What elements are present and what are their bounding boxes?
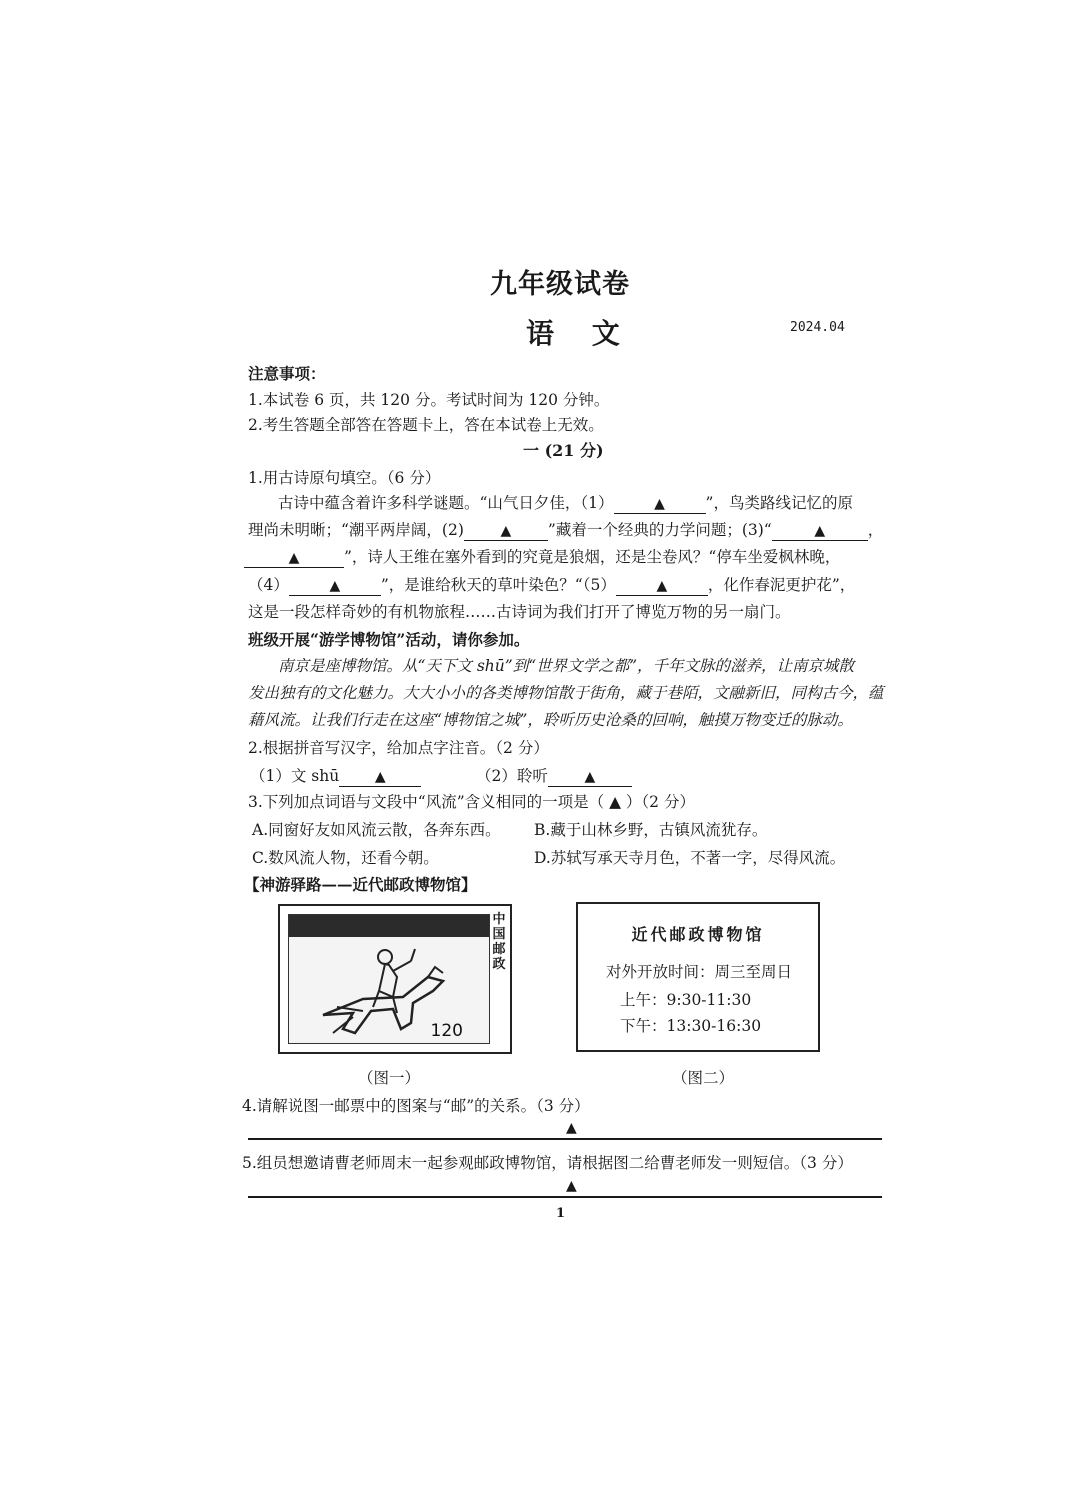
figure-1-stamp — [278, 904, 512, 1054]
blank-triangle-icon: ▲ — [500, 523, 512, 539]
blank-triangle-icon: ▲ — [584, 769, 596, 785]
q1-blank-4[interactable] — [289, 577, 381, 596]
notes-heading: 注意事项： — [248, 364, 326, 383]
q1-blank-1[interactable] — [614, 495, 706, 514]
section-1-title: 一 (21 分) — [523, 441, 604, 460]
stamp-top-band — [289, 915, 489, 937]
q1-line-2-text-c: ， — [867, 521, 884, 539]
q2-blank-b[interactable] — [548, 768, 632, 787]
notice-afternoon: 下午：13:30-16:30 — [620, 1017, 762, 1035]
q1-line-4 — [248, 573, 855, 596]
figure-2-notice — [576, 902, 820, 1052]
q5-stem: 5.组员想邀请曹老师周末一起参观邮政博物馆，请根据图二给曹老师发一则短信。（3 分） — [242, 1154, 853, 1172]
q1-line-2-text-b: ”藏着一个经典的力学问题；(3)“ — [547, 521, 772, 539]
q1-line-3 — [244, 545, 840, 568]
activity-passage-2: 发出独有的文化魅力。大大小小的各类博物馆散于街角，藏于巷陌，文融新旧，同构古今，蕴 — [248, 684, 884, 702]
q1-line-1-text-a: 古诗中蕴含着许多科学谜题。“山气日夕佳，（1） — [278, 494, 614, 512]
museum-section-title: 【神游驿路——近代邮政博物馆】 — [244, 875, 477, 894]
notice-title: 近代邮政博物馆 — [631, 925, 765, 944]
q4-stem: 4.请解说图一邮票中的图案与“邮”的关系。（3 分） — [242, 1097, 590, 1115]
q3-option-a[interactable]: A.同窗好友如风流云散，各奔东西。 — [252, 821, 501, 839]
q1-blank-5[interactable] — [616, 577, 708, 596]
q1-line-1-text-b: ”，鸟类路线记忆的原 — [705, 494, 853, 512]
q1-stem: 1.用古诗原句填空。（6 分） — [248, 469, 441, 487]
notice-morning: 上午：9:30-11:30 — [620, 991, 752, 1009]
stamp-image-area — [288, 914, 490, 1044]
page-number: 1 — [556, 1206, 566, 1221]
q2-item-b — [476, 764, 632, 787]
activity-passage-3: 藉风流。让我们行走在这座“博物馆之城”，聆听历史沧桑的回响，触摸万物变迁的脉动。 — [248, 711, 853, 729]
q1-line-4-text-c: ，化作春泥更护花”， — [707, 576, 856, 594]
activity-passage-1: 南京是座博物馆。从“天下文 shū”到“世界文学之都”，千年文脉的滋养，让南京城散 — [278, 657, 855, 675]
q1-line-4-text-b: ”，是谁给秋天的草叶染色？“（5） — [380, 576, 616, 594]
blank-triangle-icon: ▲ — [329, 578, 341, 594]
blank-triangle-icon: ▲ — [654, 496, 665, 512]
subject-title: 语 文 — [526, 317, 634, 350]
stamp-country-label: 中国邮政 — [492, 912, 506, 972]
q2-stem: 2.根据拼音写汉字，给加点字注音。（2 分） — [248, 739, 549, 757]
q2-blank-a[interactable] — [339, 768, 421, 787]
q1-line-4-text-a: （4） — [248, 576, 289, 594]
figure-2-caption: （图二） — [672, 1069, 735, 1087]
q1-line-2-text-a: 理尚未明晰；“潮平两岸阔，(2) — [248, 521, 464, 539]
q3-stem: 3.下列加点词语与文段中“风流”含义相同的一项是（ ▲ ）（2 分） — [248, 793, 695, 811]
q4-answer-triangle-icon: ▲ — [566, 1120, 577, 1136]
q2-item-b-label: （2）聆听 — [476, 767, 548, 785]
q1-line-3-text: ”，诗人王维在塞外看到的究竟是狼烟，还是尘卷风？“停车坐爱枫林晚， — [344, 548, 841, 566]
q3-option-d[interactable]: D.苏轼写承天寺月色，不著一字，尽得风流。 — [534, 849, 846, 867]
stamp-value: 120 — [430, 1021, 463, 1041]
exam-title: 九年级试卷 — [490, 269, 630, 300]
q2-item-a-label: （1）文 shū — [250, 767, 340, 785]
notes-item-2: 2.考生答题全部答在答题卡上，答在本试卷上无效。 — [248, 416, 604, 434]
q2-item-a — [250, 764, 421, 787]
notes-item-1: 1.本试卷 6 页，共 120 分。考试时间为 120 分钟。 — [248, 391, 610, 409]
q5-answer-triangle-icon: ▲ — [566, 1178, 577, 1194]
q4-answer-line[interactable] — [248, 1138, 882, 1140]
blank-triangle-icon: ▲ — [374, 769, 386, 785]
notice-hours: 对外开放时间：周三至周日 — [606, 963, 793, 981]
q5-answer-line[interactable] — [248, 1196, 882, 1198]
q3-option-b[interactable]: B.藏于山林乡野，古镇风流犹存。 — [534, 821, 768, 839]
blank-triangle-icon: ▲ — [656, 578, 668, 594]
figure-1-caption: （图一） — [358, 1069, 421, 1087]
q1-blank-2[interactable] — [464, 522, 548, 541]
blank-triangle-icon: ▲ — [814, 523, 826, 539]
q3-option-c[interactable]: C.数风流人物，还看今朝。 — [252, 849, 439, 867]
q1-blank-3a[interactable] — [772, 522, 868, 541]
q1-line-1 — [278, 491, 853, 514]
q1-blank-3b[interactable] — [244, 549, 344, 568]
blank-triangle-icon: ▲ — [288, 550, 300, 566]
q1-line-2 — [248, 518, 883, 541]
activity-intro: 班级开展“游学博物馆”活动，请你参加。 — [248, 630, 530, 649]
exam-date: 2024.04 — [790, 320, 845, 335]
q1-line-5: 这是一段怎样奇妙的有机物旅程……古诗词为我们打开了博览万物的另一扇门。 — [248, 603, 791, 621]
